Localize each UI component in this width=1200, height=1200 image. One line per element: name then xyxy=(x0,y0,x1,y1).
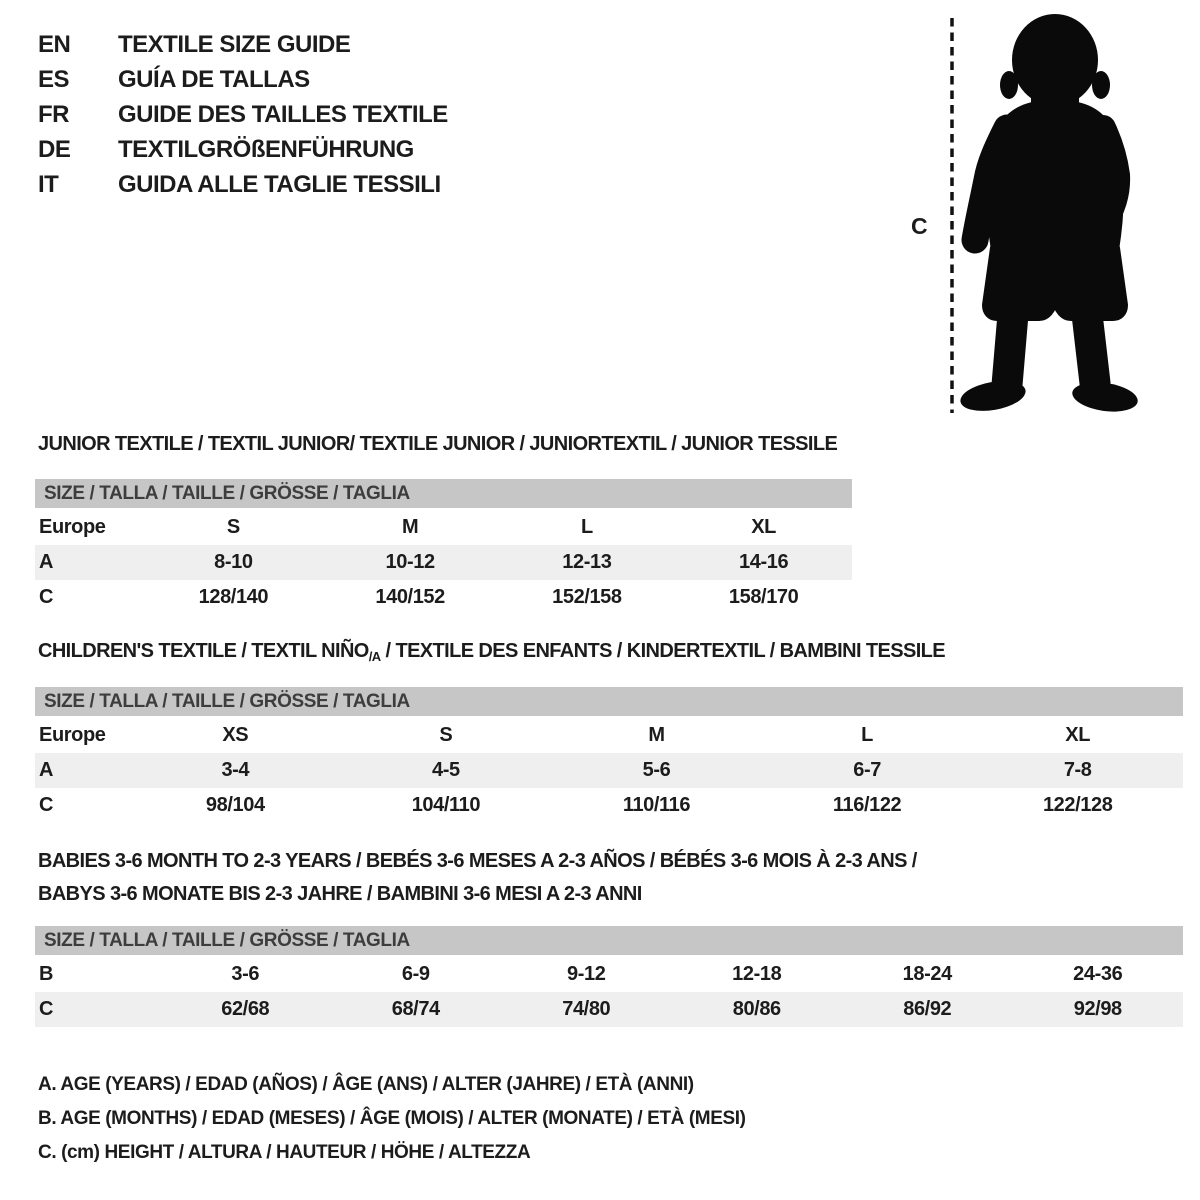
age-value-cell: 14-16 xyxy=(675,545,852,580)
guide-title-en: TEXTILE SIZE GUIDE xyxy=(118,31,351,58)
language-row-fr xyxy=(38,97,448,132)
junior-size-grid xyxy=(35,510,852,615)
language-code: DE xyxy=(38,136,71,163)
row-label: C xyxy=(35,992,160,1027)
row-label: B xyxy=(39,963,54,985)
height-value-cell: 80/86 xyxy=(672,992,843,1027)
age-value-cell: 9-12 xyxy=(567,963,606,985)
babies-title-line-2: BABYS 3-6 MONATE BIS 2-3 JAHRE / BAMBINI 3-6 MESI A 2-3 ANNI xyxy=(38,883,642,905)
row-label: Europe xyxy=(39,516,106,538)
babies-title-line-1: BABIES 3-6 MONTH TO 2-3 YEARS / BEBÉS 3-6 MESES A 2-3 AÑOS / BÉBÉS 3-6 MOIS À 2-3 ANS / xyxy=(38,850,917,872)
height-measure-figure xyxy=(905,0,1197,422)
children-size-table xyxy=(35,687,1183,823)
age-value-cell: 7-8 xyxy=(972,753,1183,788)
height-value-cell: 104/110 xyxy=(411,794,481,816)
legend-line-a: A. AGE (YEARS) / EDAD (AÑOS) / ÂGE (ANS) / ALTER (JAHRE) / ETÀ (ANNI) xyxy=(38,1074,694,1095)
table-row-height-cm xyxy=(35,992,1183,1027)
age-value-cell: 10-12 xyxy=(322,545,499,580)
table-row-age-months xyxy=(35,957,1183,992)
height-value-cell: 62/68 xyxy=(160,992,331,1027)
section-title-babies xyxy=(38,845,917,911)
height-value-cell: 110/116 xyxy=(622,794,691,816)
language-row-it xyxy=(38,167,448,202)
size-value-cell: M xyxy=(648,724,665,746)
measure-legend xyxy=(38,1068,746,1170)
babies-size-grid xyxy=(35,957,1183,1027)
age-value-cell: 6-9 xyxy=(401,963,430,985)
legend-line-c: C. (cm) HEIGHT / ALTURA / HAUTEUR / HÖHE / ALTEZZA xyxy=(38,1142,531,1163)
age-value-cell: 24-36 xyxy=(1073,963,1123,985)
language-row-en xyxy=(38,27,448,62)
height-value-cell: 140/152 xyxy=(375,586,445,608)
size-value-cell: XS xyxy=(222,724,249,746)
height-value-cell: 158/170 xyxy=(728,586,799,608)
size-value-cell: S xyxy=(439,724,453,746)
size-value-cell: S xyxy=(226,516,240,538)
size-value-cell: M xyxy=(401,516,419,538)
size-value-cell: L xyxy=(580,516,593,538)
height-value-cell: 122/128 xyxy=(1042,794,1113,816)
age-value-cell: 12-18 xyxy=(732,963,782,985)
age-value-cell: 4-5 xyxy=(341,753,552,788)
guide-title-fr: GUIDE DES TAILLES TEXTILE xyxy=(118,101,448,128)
row-label: A xyxy=(35,753,130,788)
age-value-cell: 18-24 xyxy=(902,963,952,985)
language-code: FR xyxy=(38,101,69,128)
section-title-junior: JUNIOR TEXTILE / TEXTIL JUNIOR/ TEXTILE JUNIOR / JUNIORTEXTIL / JUNIOR TESSILE xyxy=(38,433,838,455)
section-title-children-sub: /A xyxy=(368,649,381,664)
language-row-es xyxy=(38,62,448,97)
language-code: ES xyxy=(38,66,70,93)
toddler-silhouette-icon xyxy=(958,14,1140,416)
age-value-cell: 12-13 xyxy=(499,545,676,580)
language-row-de xyxy=(38,132,448,167)
age-value-cell: 6-7 xyxy=(762,753,973,788)
row-label: C xyxy=(39,586,54,608)
table-row-age-years xyxy=(35,753,1183,788)
babies-size-table xyxy=(35,926,1183,1027)
junior-size-table xyxy=(35,479,852,615)
section-title-children-post: / TEXTILE DES ENFANTS / KINDERTEXTIL / BAMBINI TESSILE xyxy=(380,640,946,662)
age-value-cell: 3-4 xyxy=(130,753,341,788)
guide-title-it: GUIDA ALLE TAGLIE TESSILI xyxy=(118,171,441,198)
height-value-cell: 116/122 xyxy=(832,794,902,816)
height-value-cell: 74/80 xyxy=(501,992,672,1027)
height-value-cell: 92/98 xyxy=(1013,992,1184,1027)
table-row-age-years xyxy=(35,545,852,580)
legend-line-b: B. AGE (MONTHS) / EDAD (MESES) / ÂGE (MOIS) / ALTER (MONATE) / ETÀ (MESI) xyxy=(38,1108,746,1129)
size-value-cell: XL xyxy=(1065,724,1091,746)
guide-title-es: GUÍA DE TALLAS xyxy=(118,66,310,93)
height-value-cell: 128/140 xyxy=(198,586,269,608)
row-label: Europe xyxy=(39,724,106,746)
table-row-europe xyxy=(35,510,852,545)
height-value-cell: 152/158 xyxy=(552,586,622,608)
height-value-cell: 98/104 xyxy=(205,794,265,816)
table-header-size-talla: SIZE / TALLA / TAILLE / GRÖSSE / TAGLIA xyxy=(35,926,1183,955)
age-value-cell: 5-6 xyxy=(551,753,762,788)
height-value-cell: 86/92 xyxy=(842,992,1013,1027)
language-code: IT xyxy=(38,171,59,198)
section-title-children-pre: CHILDREN'S TEXTILE / TEXTIL NIÑO xyxy=(38,640,369,662)
toddler-silhouette-graphic xyxy=(905,0,1197,422)
table-row-europe xyxy=(35,718,1183,753)
language-title-list xyxy=(38,27,448,202)
table-header-size-talla: SIZE / TALLA / TAILLE / GRÖSSE / TAGLIA xyxy=(35,479,852,508)
size-value-cell: L xyxy=(861,724,873,746)
children-size-grid xyxy=(35,718,1183,823)
table-header-size-talla: SIZE / TALLA / TAILLE / GRÖSSE / TAGLIA xyxy=(35,687,1183,716)
age-value-cell: 8-10 xyxy=(145,545,322,580)
size-value-cell: XL xyxy=(751,516,776,538)
section-title-children xyxy=(38,640,945,664)
language-code: EN xyxy=(38,31,71,58)
row-label: A xyxy=(35,545,145,580)
age-value-cell: 3-6 xyxy=(231,963,260,985)
height-measure-label: C xyxy=(911,213,928,239)
row-label: C xyxy=(39,794,54,816)
height-value-cell: 68/74 xyxy=(331,992,502,1027)
guide-title-de: TEXTILGRÖßENFÜHRUNG xyxy=(118,136,414,163)
table-row-height-cm xyxy=(35,788,1183,823)
table-row-height-cm xyxy=(35,580,852,615)
